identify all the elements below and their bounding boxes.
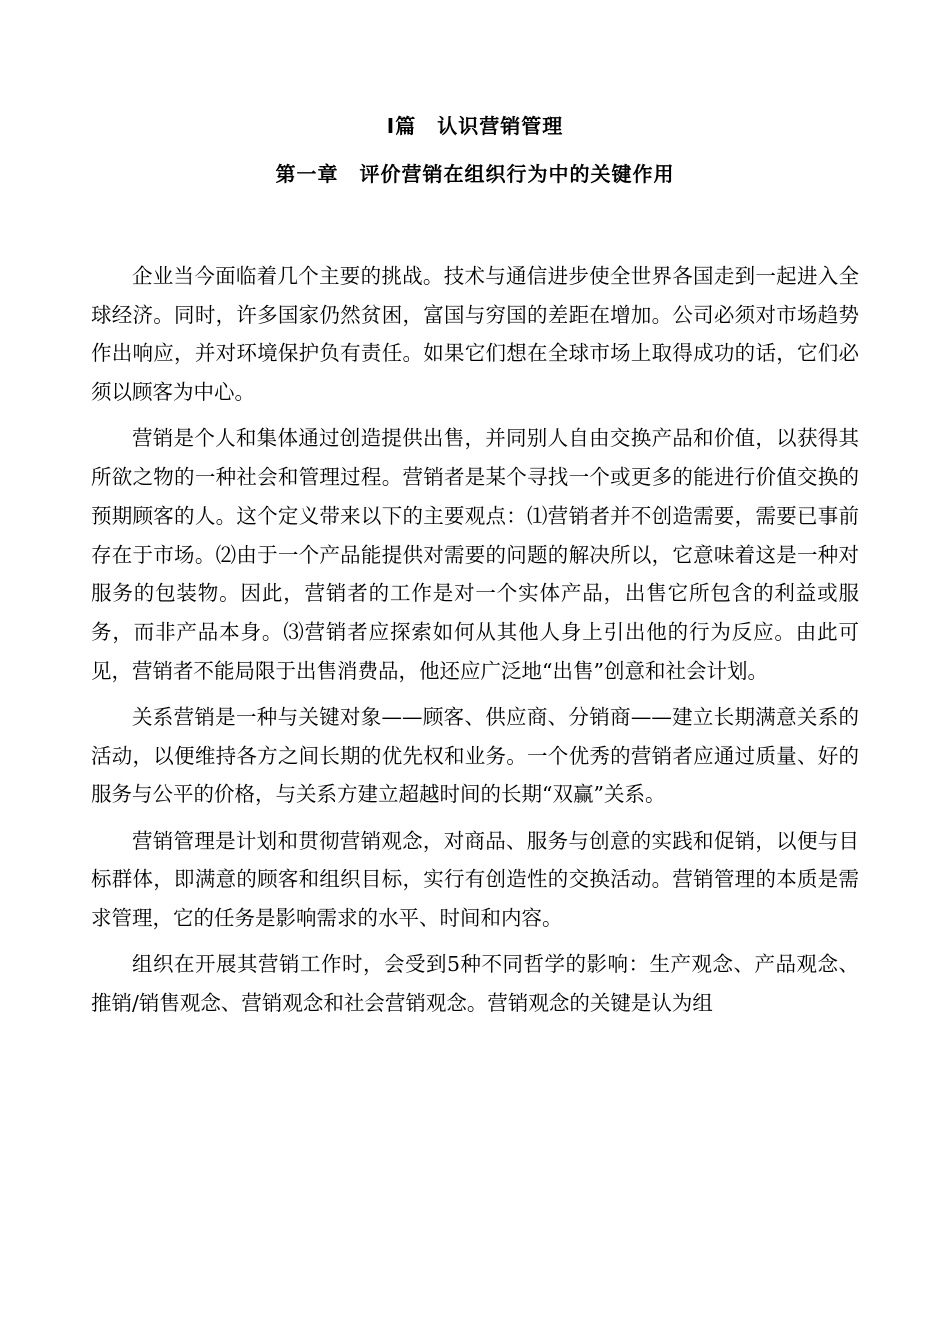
paragraph-marketing-definition: 营销是个人和集体通过创造提供出售，并同别人自由交换产品和价值，以获得其所欲之物的一种社会和管理过程。营销者是某个寻找一个或更多的能进行价值交换的预期顾客的人。这个定义带来以下的主要观点：⑴营销者并不创造需要，需要已事前存在于市场。⑵由于一个产品能提供对需要的问题的解决所以，它意味着这是一种对服务的包装物。因此，营销者的工作是对一个实体产品，出售它所包含的利益或服务，而非产品本身。⑶营销者应探索如何从其他人身上引出他的行为反应。由此可见，营销者不能局限于出售消费品，他还应广泛地“出售”创意和社会计划。 — [91, 426, 859, 683]
part-title: I篇 认识营销管理 — [386, 114, 564, 138]
paragraph-marketing-philosophies: 组织在开展其营销工作时，会受到5种不同哲学的影响：生产观念、产品观念、推销/销售观念、营销观念和社会营销观念。营销观念的关键是认为组 — [91, 952, 859, 1016]
paragraph-global-challenges: 企业当今面临着几个主要的挑战。技术与通信进步使全世界各国走到一起进入全球经济。同时，许多国家仍然贫困，富国与穷国的差距在增加。公司必须对市场趋势作出响应，并对环境保护负有责任。如果它们想在全球市场上取得成功的话，它们必须以顾客为中心。 — [91, 264, 859, 405]
body-text — [91, 257, 859, 1030]
paragraph-relationship-marketing: 关系营销是一种与关键对象——顾客、供应商、分销商——建立长期满意关系的活动，以便维持各方之间长期的优先权和业务。一个优秀的营销者应通过质量、好的服务与公平的价格，与关系方建立超越时间的长期“双赢”关系。 — [91, 704, 859, 807]
chapter-title: 第一章 评价营销在组织行为中的关键作用 — [275, 162, 675, 186]
paragraph-marketing-management: 营销管理是计划和贯彻营销观念，对商品、服务与创意的实践和促销，以便与目标群体，即满意的顾客和组织目标，实行有创造性的交换活动。营销管理的本质是需求管理，它的任务是影响需求的水平、时间和内容。 — [91, 828, 859, 931]
